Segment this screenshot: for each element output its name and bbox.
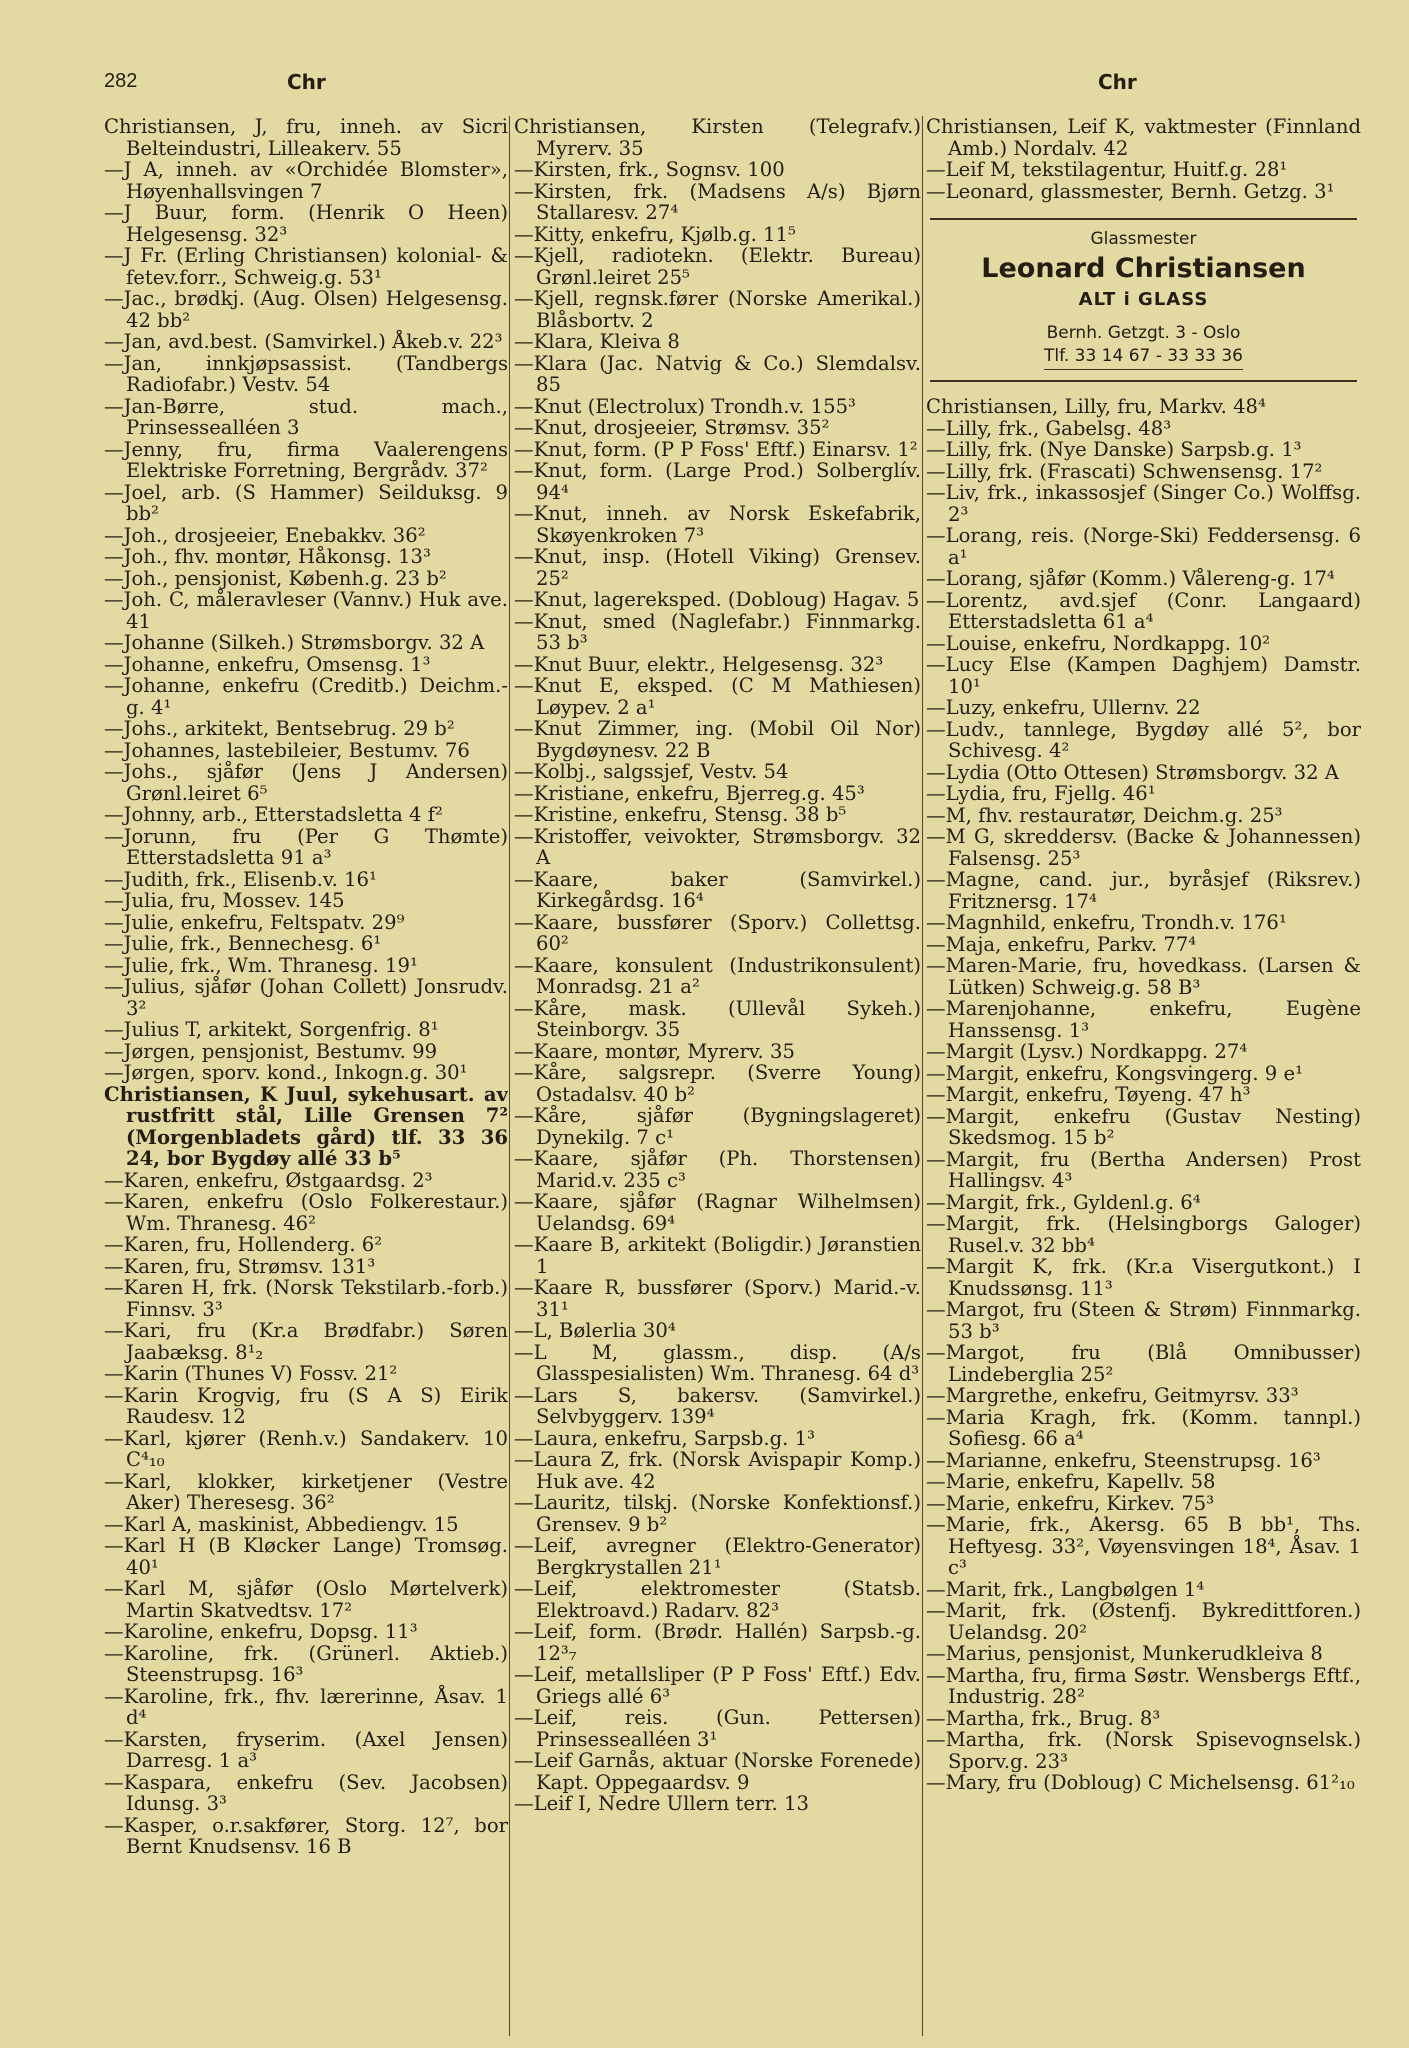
column-1 xyxy=(104,116,508,2041)
directory-entry: —Kaare, konsulent (Industrikonsulent) Monradsg. 21 a² xyxy=(514,953,921,998)
directory-entry: —Marenjohanne, enkefru, Eugène Hanssensg. 1³ xyxy=(926,997,1361,1042)
directory-entry: —Marie, frk., Akersg. 65 B bb¹, Ths. Heftyesg. 33², Vøyensvingen 18⁴, Åsav. 1 c³ xyxy=(926,1513,1361,1579)
directory-entry: —Lydia (Otto Ottesen) Strømsborgv. 32 A xyxy=(926,760,1339,784)
directory-entry: —Johanne, enkefru, Omsensg. 1³ xyxy=(104,652,431,676)
directory-entry: —Knut, inneh. av Norsk Eskefabrik, Skøyenkroken 7³ xyxy=(514,502,921,547)
directory-entry: —Lorentz, avd.sjef (Conr. Langaard) Etterstadsletta 61 a⁴ xyxy=(926,588,1361,633)
directory-entry: —Julie, enkefru, Feltspatv. 29⁹ xyxy=(104,910,405,934)
directory-entry: —Joh., fhv. montør, Håkonsg. 13³ xyxy=(104,545,431,568)
directory-entry: —Karl H (B Kløcker Lange) Tromsøg. 40¹ xyxy=(104,1534,508,1579)
directory-entry: —Magnhild, enkefru, Trondh.v. 176¹ xyxy=(926,911,1287,934)
directory-entry: —Karoline, frk., fhv. lærerinne, Åsav. 1 d⁴ xyxy=(104,1684,508,1729)
directory-entry: —Jørgen, pensjonist, Bestumv. 99 xyxy=(104,1039,438,1063)
directory-entry: —Knut E, eksped. (C M Mathiesen) Løypev. 2 a¹ xyxy=(514,674,921,719)
column-2 xyxy=(514,116,921,2041)
directory-entry: —Knut, smed (Naglefabr.) Finnmarkg. 53 b³ xyxy=(514,609,921,654)
directory-entry: —Lorang, reis. (Norge-Ski) Feddersensg. 6 a¹ xyxy=(926,524,1361,569)
directory-entry: —Kaare R, bussfører (Sporv.) Marid.-v. 31¹ xyxy=(514,1276,921,1321)
directory-entry: —Kåre, salgsrepr. (Sverre Young) Ostadalsv. 40 b² xyxy=(514,1061,921,1106)
directory-entry: —Leonard, glassmester, Bernh. Getzg. 3¹ xyxy=(926,179,1335,203)
directory-entry: —Julius, sjåfør (Johan Collett) Jonsrudv. 3² xyxy=(104,975,508,1020)
directory-entry: —Kirsten, frk., Sognsv. 100 xyxy=(514,158,785,181)
glassmester-advertisement xyxy=(930,218,1357,382)
directory-entry: —Karen, enkefru (Oslo Folkerestaur.) Wm. Thranesg. 46² xyxy=(104,1190,508,1235)
ad-phone: Tlf. 33 14 67 - 33 33 36 xyxy=(1044,345,1243,370)
directory-entry: —Lauritz, tilskj. (Norske Konfektionsf.) Grensev. 9 b² xyxy=(514,1491,921,1536)
directory-entry: —Kåre, sjåfør (Bygningslageret) Dynekilg. 7 c¹ xyxy=(514,1104,921,1149)
directory-entry: —Margit, enkefru, Kongsvingerg. 9 e¹ xyxy=(926,1061,1303,1085)
directory-entry: —Margot, fru (Steen & Strøm) Finnmarkg. 53 b³ xyxy=(926,1298,1361,1343)
ad-slogan: ALT i GLASS xyxy=(1078,289,1209,310)
directory-entry: —Marianne, enkefru, Steenstrupsg. 16³ xyxy=(926,1448,1321,1472)
directory-entry: —Kitty, enkefru, Kjølb.g. 11⁵ xyxy=(514,222,796,246)
directory-entry: —Magne, cand. jur., byråsjef (Riksrev.) Fritznersg. 17⁴ xyxy=(926,868,1361,913)
directory-entry: —Klara (Jac. Natvig & Co.) Slemdalsv. 85 xyxy=(514,351,921,396)
directory-entry: —Kaare, bussfører (Sporv.) Collettsg. 60² xyxy=(514,910,921,955)
directory-entry: —Marie, enkefru, Kapellv. 58 xyxy=(926,1470,1216,1493)
directory-entry: —Kristiane, enkefru, Bjerreg.g. 45³ xyxy=(514,781,865,805)
directory-entry: —Jørgen, sporv. kond., Inkogn.g. 30¹ xyxy=(104,1061,468,1084)
directory-entry: —J Buur, form. (Henrik O Heen) Helgesensg. 32³ xyxy=(104,201,508,246)
running-head-left: Chr xyxy=(287,70,326,94)
directory-entry: —Kolbj., salgssjef, Vestv. 54 xyxy=(514,760,789,783)
ad-business-name: Leonard Christiansen xyxy=(981,253,1306,284)
directory-entry: —Marit, frk., Langbølgen 1⁴ xyxy=(926,1577,1205,1601)
directory-entry: —Knut Zimmer, ing. (Mobil Oil Nor) Bygdøynesv. 22 B xyxy=(514,717,921,762)
directory-entry: —Luzy, enkefru, Ullernv. 22 xyxy=(926,696,1201,719)
directory-entry: —Johnny, arb., Etterstadsletta 4 f² xyxy=(104,803,443,826)
directory-entry: —Kjell, regnsk.fører (Norske Amerikal.) Blåsbortv. 2 xyxy=(514,287,921,332)
column-rule xyxy=(922,116,923,2036)
directory-entry: —Kristoffer, veivokter, Strømsborgv. 32 A xyxy=(514,824,921,869)
directory-entry: —Jan, avd.best. (Samvirkel.) Åkeb.v. 22³ xyxy=(104,330,503,353)
directory-entry: —Leif Garnås, aktuar (Norske Forenede) Kapt. Oppegaardsv. 9 xyxy=(514,1749,921,1794)
directory-entry: —Margit (Lysv.) Nordkappg. 27⁴ xyxy=(926,1040,1248,1063)
directory-entry: —Liv, frk., inkassosjef (Singer Co.) Wolffsg. 2³ xyxy=(926,481,1361,526)
directory-entry: —Karoline, frk. (Grünerl. Aktieb.) Steenstrupsg. 16³ xyxy=(104,1641,508,1686)
directory-entry: —Leif, form. (Brødr. Hallén) Sarpsb.-g. 12³₇ xyxy=(514,1620,921,1665)
directory-entry: —Judith, frk., Elisenb.v. 16¹ xyxy=(104,867,377,891)
directory-entry: —Julie, frk., Bennechesg. 6¹ xyxy=(104,932,382,955)
directory-entry: —Marius, pensjonist, Munkerudkleiva 8 xyxy=(926,1642,1323,1665)
directory-entry: —M, fhv. restauratør, Deichm.g. 25³ xyxy=(926,803,1283,827)
ad-address: Bernh. Getzgt. 3 - Oslo xyxy=(1046,323,1241,343)
ad-trade: Glassmester xyxy=(1090,229,1197,249)
directory-entry: —Kaare B, arkitekt (Boligdir.) Jøranstien 1 xyxy=(514,1233,921,1278)
directory-entry: —Jan, innkjøpsassist. (Tandbergs Radiofabr.) Vestv. 54 xyxy=(104,351,508,396)
directory-entry: —Karen, fru, Hollenderg. 6² xyxy=(104,1233,383,1256)
directory-entry: —Johannes, lastebileier, Bestumv. 76 xyxy=(104,738,470,762)
directory-entry: —Karl, klokker, kirketjener (Vestre Aker) Theresesg. 36² xyxy=(104,1469,508,1514)
directory-entry: —Lilly, frk. (Nye Danske) Sarpsb.g. 1³ xyxy=(926,438,1302,461)
directory-entry: —Marie, enkefru, Kirkev. 75³ xyxy=(926,1491,1215,1515)
directory-entry: —Kaspara, enkefru (Sev. Jacobsen) Idunsg. 3³ xyxy=(104,1770,508,1815)
directory-entry: —Joel, arb. (S Hammer) Seilduksg. 9 bb² xyxy=(104,480,508,525)
directory-entry: —Kaare, sjåfør (Ragnar Wilhelmsen) Uelandsg. 69⁴ xyxy=(514,1190,921,1235)
directory-entry: —Knut, lagereksped. (Dobloug) Hagav. 5 xyxy=(514,588,920,611)
directory-entry: —Karen H, frk. (Norsk Tekstilarb.-forb.) Finnsv. 3³ xyxy=(104,1276,508,1321)
directory-entry: —Lydia, fru, Fjellg. 46¹ xyxy=(926,782,1156,805)
directory-entry: —L M, glassm., disp. (A/s Glasspesialisten) Wm. Thranesg. 64 d³ xyxy=(514,1340,921,1385)
directory-entry: —Lucy Else (Kampen Daghjem) Damstr. 10¹ xyxy=(926,653,1361,698)
directory-entry: —Kirsten, frk. (Madsens A/s) Bjørn Stallaresv. 27⁴ xyxy=(514,179,921,224)
directory-entry: —Jan-Børre, stud. mach., Prinsessealléen 3 xyxy=(104,394,508,439)
page-number: 282 xyxy=(104,70,138,92)
directory-entry: —Jorunn, fru (Per G Thømte) Etterstadsletta 91 a³ xyxy=(104,824,508,869)
directory-entry: —L, Bølerlia 30⁴ xyxy=(514,1319,676,1342)
directory-entry: Christiansen, Kirsten (Telegrafv.) Myrerv. 35 xyxy=(514,116,921,160)
directory-entry: —Jac., brødkj. (Aug. Olsen) Helgesensg. 42 bb² xyxy=(104,287,508,332)
directory-entry: Christiansen, Leif K, vaktmester (Finnland Amb.) Nordalv. 42 xyxy=(926,116,1361,160)
directory-entry: —Kjell, radiotekn. (Elektr. Bureau) Grønl.leiret 25⁵ xyxy=(514,244,921,289)
directory-entry: —Julius T, arkitekt, Sorgenfrig. 8¹ xyxy=(104,1018,439,1041)
directory-entry: —Leif, avregner (Elektro-Generator) Bergkrystallen 21¹ xyxy=(514,1534,921,1579)
directory-entry: —Louise, enkefru, Nordkappg. 10² xyxy=(926,631,1271,655)
directory-entry: —Karoline, enkefru, Dopsg. 11³ xyxy=(104,1620,418,1643)
directory-entry: —Martha, frk. (Norsk Spisevognselsk.) Sporv.g. 23³ xyxy=(926,1728,1361,1773)
directory-entry: —Kari, fru (Kr.a Brødfabr.) Søren Jaabæksg. 8¹₂ xyxy=(104,1319,508,1364)
directory-entry: Christiansen, K Juul, sykehusart. av rustfritt stål, Lille Grensen 7² (Morgenbladets gård) tlf. 33 36 24, bor Bygdøy allé 33 b⁵ xyxy=(104,1082,508,1170)
running-head-right: Chr xyxy=(1098,70,1137,94)
directory-entry: —Leif, reis. (Gun. Pettersen) Prinsessealléen 3¹ xyxy=(514,1706,921,1751)
directory-entry: —Lorang, sjåfør (Komm.) Vålereng-g. 17⁴ xyxy=(926,567,1335,590)
directory-entry: —Joh. C, måleravleser (Vannv.) Huk ave. 41 xyxy=(104,588,508,633)
directory-entry: —Laura Z, frk. (Norsk Avispapir Komp.) Huk ave. 42 xyxy=(514,1448,921,1493)
directory-entry: —Klara, Kleiva 8 xyxy=(514,330,680,353)
directory-entry: —Margit K, frk. (Kr.a Visergutkont.) I Knudssønsg. 11³ xyxy=(926,1255,1361,1300)
directory-entry: —Julie, frk., Wm. Thranesg. 19¹ xyxy=(104,953,418,977)
directory-entry: —Maren-Marie, fru, hovedkass. (Larsen & Lütken) Schweig.g. 58 B³ xyxy=(926,954,1361,999)
directory-entry: —Karl, kjører (Renh.v.) Sandakerv. 10 C⁴₁₀ xyxy=(104,1426,508,1471)
directory-entry: —Margit, enkefru, Tøyeng. 47 h³ xyxy=(926,1083,1251,1106)
directory-entry: —Karen, fru, Strømsv. 131³ xyxy=(104,1254,376,1278)
directory-entry: —Leif, elektromester (Statsb. Elektroavd.) Radarv. 82³ xyxy=(514,1577,921,1622)
directory-entry: —Knut, insp. (Hotell Viking) Grensev. 25² xyxy=(514,545,921,590)
directory-entry: —Margot, fru (Blå Omnibusser) Lindeberglia 25² xyxy=(926,1341,1361,1386)
directory-entry: —M G, skreddersv. (Backe & Johannessen) Falsensg. 25³ xyxy=(926,825,1361,870)
directory-entry: —Kaare, montør, Myrerv. 35 xyxy=(514,1039,795,1063)
directory-entry: —Joh., drosjeeier, Enebakkv. 36² xyxy=(104,523,426,547)
directory-entry: —Martha, frk., Brug. 8³ xyxy=(926,1706,1161,1730)
directory-entry: —Maja, enkefru, Parkv. 77⁴ xyxy=(926,932,1197,956)
directory-entry: —Johanne (Silkeh.) Strømsborgv. 32 A xyxy=(104,631,485,654)
directory-entry: —Kaare, sjåfør (Ph. Thorstensen) Marid.v. 235 c³ xyxy=(514,1147,921,1192)
directory-entry: —J A, inneh. av «Orchidée Blomster», Høyenhallsvingen 7 xyxy=(104,158,508,203)
column-rule xyxy=(509,116,510,2036)
directory-entry: —Margit, frk. (Helsingborgs Galoger) Rusel.v. 32 bb⁴ xyxy=(926,1212,1361,1257)
directory-entry: —Maria Kragh, frk. (Komm. tannpl.) Sofiesg. 66 a⁴ xyxy=(926,1405,1361,1450)
directory-entry: —Johanne, enkefru (Creditb.) Deichm.-g. 4¹ xyxy=(104,674,508,719)
directory-entry: —Leif, metallsliper (P P Foss' Eftf.) Edv. Griegs allé 6³ xyxy=(514,1663,921,1708)
directory-entry: —Johs., sjåfør (Jens J Andersen) Grønl.leiret 6⁵ xyxy=(104,760,508,805)
directory-entry: —Knut Buur, elektr., Helgesensg. 32³ xyxy=(514,652,884,676)
directory-entry: —Lilly, frk. (Frascati) Schwensensg. 17² xyxy=(926,459,1323,483)
directory-entry: —J Fr. (Erling Christiansen) kolonial- & fetev.forr., Schweig.g. 53¹ xyxy=(104,244,508,289)
directory-entry: —Karsten, fryserim. (Axel Jensen) Darresg. 1 a³ xyxy=(104,1727,508,1772)
directory-entry: —Joh., pensjonist, Københ.g. 23 b² xyxy=(104,566,447,590)
directory-entry: —Leif M, tekstilagentur, Huitf.g. 28¹ xyxy=(926,158,1288,181)
directory-entry: —Mary, fru (Dobloug) C Michelsensg. 61²₁₀ xyxy=(926,1771,1355,1794)
directory-entry: —Knut, form. (Large Prod.) Solberglív. 94⁴ xyxy=(514,459,921,504)
directory-entry: —Margrethe, enkefru, Geitmyrsv. 33³ xyxy=(926,1384,1299,1407)
directory-entry: —Johs., arkitekt, Bentsebrug. 29 b² xyxy=(104,717,455,740)
directory-entry: —Margit, enkefru (Gustav Nesting) Skedsmog. 15 b² xyxy=(926,1104,1361,1149)
directory-entry: —Jenny, fru, firma Vaalerengens Elektriske Forretning, Bergrådv. 37² xyxy=(104,437,508,482)
column-3 xyxy=(926,116,1361,2041)
directory-entry: —Karl A, maskinist, Abbediengv. 15 xyxy=(104,1512,459,1536)
directory-entry: —Knut, form. (P P Foss' Eftf.) Einarsv. 1² xyxy=(514,437,918,461)
directory-entry: —Knut (Electrolux) Trondh.v. 155³ xyxy=(514,394,856,418)
directory-entry: —Leif I, Nedre Ullern terr. 13 xyxy=(514,1792,809,1815)
directory-entry: —Kasper, o.r.sakfører, Storg. 12⁷, bor Bernt Knudsensv. 16 B xyxy=(104,1813,508,1858)
directory-entry: —Karen, enkefru, Østgaardsg. 2³ xyxy=(104,1168,433,1192)
directory-entry: —Karl M, sjåfør (Oslo Mørtelverk) Martin Skatvedtsv. 17² xyxy=(104,1577,508,1622)
directory-entry: —Margit, fru (Bertha Andersen) Prost Hallingsv. 4³ xyxy=(926,1147,1361,1192)
directory-entry: —Karin (Thunes V) Fossv. 21² xyxy=(104,1362,398,1385)
directory-entry: —Laura, enkefru, Sarpsb.g. 1³ xyxy=(514,1426,815,1450)
directory-entry: —Marit, frk. (Østenfj. Bykredittforen.) Uelandsg. 20² xyxy=(926,1599,1361,1644)
directory-entry: —Karin Krogvig, fru (S A S) Eirik Raudesv. 12 xyxy=(104,1383,508,1428)
page-header xyxy=(104,70,1349,100)
directory-entry: —Julia, fru, Mossev. 145 xyxy=(104,889,345,912)
directory-entry: Christiansen, J, fru, inneh. av Sicri Belteindustri, Lilleakerv. 55 xyxy=(104,116,508,160)
directory-entry: —Kaare, baker (Samvirkel.) Kirkegårdsg. 16⁴ xyxy=(514,867,921,912)
directory-entry: —Lilly, frk., Gabelsg. 48³ xyxy=(926,416,1172,440)
directory-entry: —Knut, drosjeeier, Strømsv. 35² xyxy=(514,416,830,439)
directory-entry: —Kåre, mask. (Ullevål Sykeh.) Steinborgv. 35 xyxy=(514,996,921,1041)
directory-entry: —Martha, fru, firma Søstr. Wensbergs Eftf., Industrig. 28² xyxy=(926,1663,1361,1708)
directory-entry: Christiansen, Lilly, fru, Markv. 48⁴ xyxy=(926,395,1266,418)
directory-entry: —Kristine, enkefru, Stensg. 38 b⁵ xyxy=(514,803,847,826)
directory-entry: —Margit, frk., Gyldenl.g. 6⁴ xyxy=(926,1190,1201,1214)
directory-entry: —Lars S, bakersv. (Samvirkel.) Selvbyggerv. 139⁴ xyxy=(514,1383,921,1428)
directory-entry: —Ludv., tannlege, Bygdøy allé 5², bor Schivesg. 4² xyxy=(926,717,1361,762)
